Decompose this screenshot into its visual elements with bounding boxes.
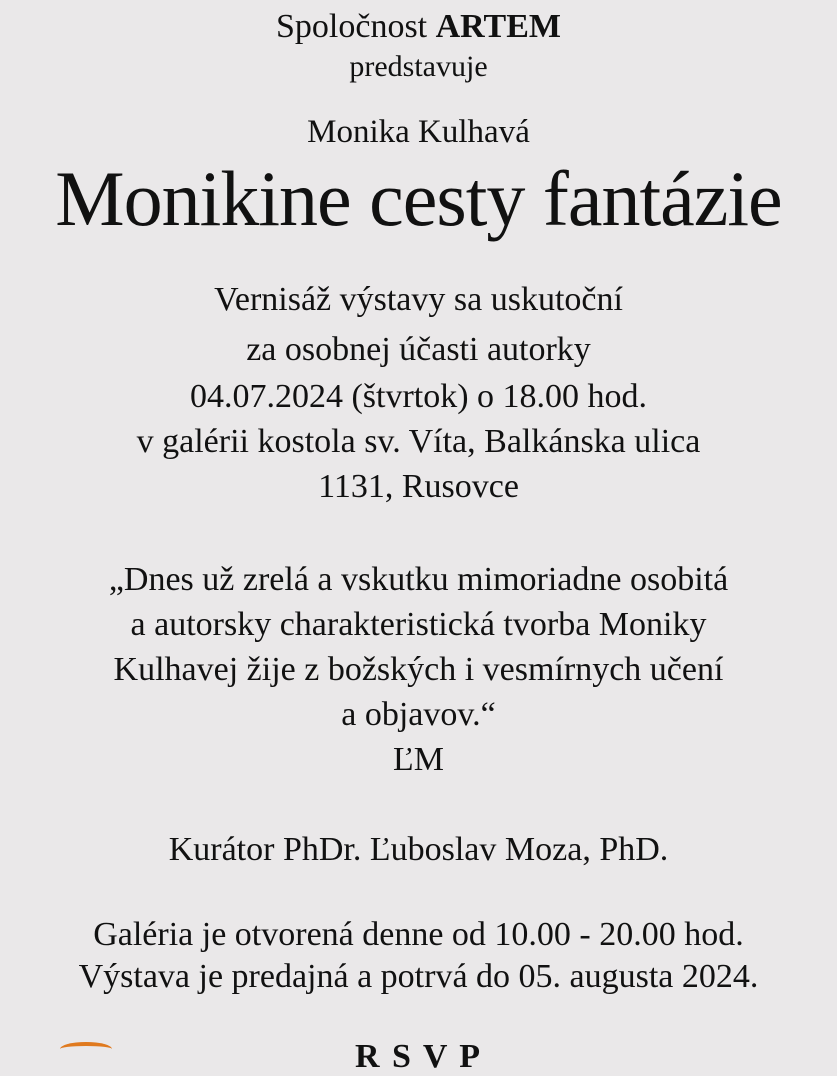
vernissage-line-1: Vernisáž výstavy sa uskutoční — [214, 281, 623, 318]
vernissage-venue: v galérii kostola sv. Víta, Balkánska ulica — [136, 423, 701, 460]
quote-line-3: Kulhavej žije z božských i vesmírnych učení — [113, 651, 724, 688]
presents-label: predstavuje — [349, 50, 488, 83]
vernissage-date: 04.07.2024 (štvrtok) o 18.00 hod. — [189, 378, 648, 415]
quote-line-4: a objavov.“ — [341, 696, 496, 733]
presenter-name: ARTEM — [435, 8, 561, 45]
exhibition-title: Monikine cesty fantázie — [55, 155, 782, 242]
vernissage-address: 1131, Rusovce — [318, 468, 519, 505]
curator-line: Kurátor PhDr. Ľuboslav Moza, PhD. — [168, 831, 669, 868]
presenter-prefix: Spoločnost — [276, 8, 428, 45]
exhibition-duration: Výstava je predajná a potrvá do 05. augusta 2024. — [78, 958, 759, 995]
quote-line-1: „Dnes už zrelá a vskutku mimoriadne osobitá — [108, 561, 729, 598]
footer-partial-text: R S V P — [354, 1038, 483, 1075]
footer-partial — [0, 1030, 837, 1075]
vernissage-line-2: za osobnej účasti autorky — [246, 331, 591, 368]
quote-signature: ĽM — [393, 741, 444, 778]
opening-hours: Galéria je otvorená denne od 10.00 - 20.00 hod. — [93, 916, 744, 953]
author-name: Monika Kulhavá — [307, 114, 530, 150]
quote-line-2: a autorsky charakteristická tvorba Moniky — [130, 606, 707, 643]
presenter-line — [0, 10, 837, 44]
